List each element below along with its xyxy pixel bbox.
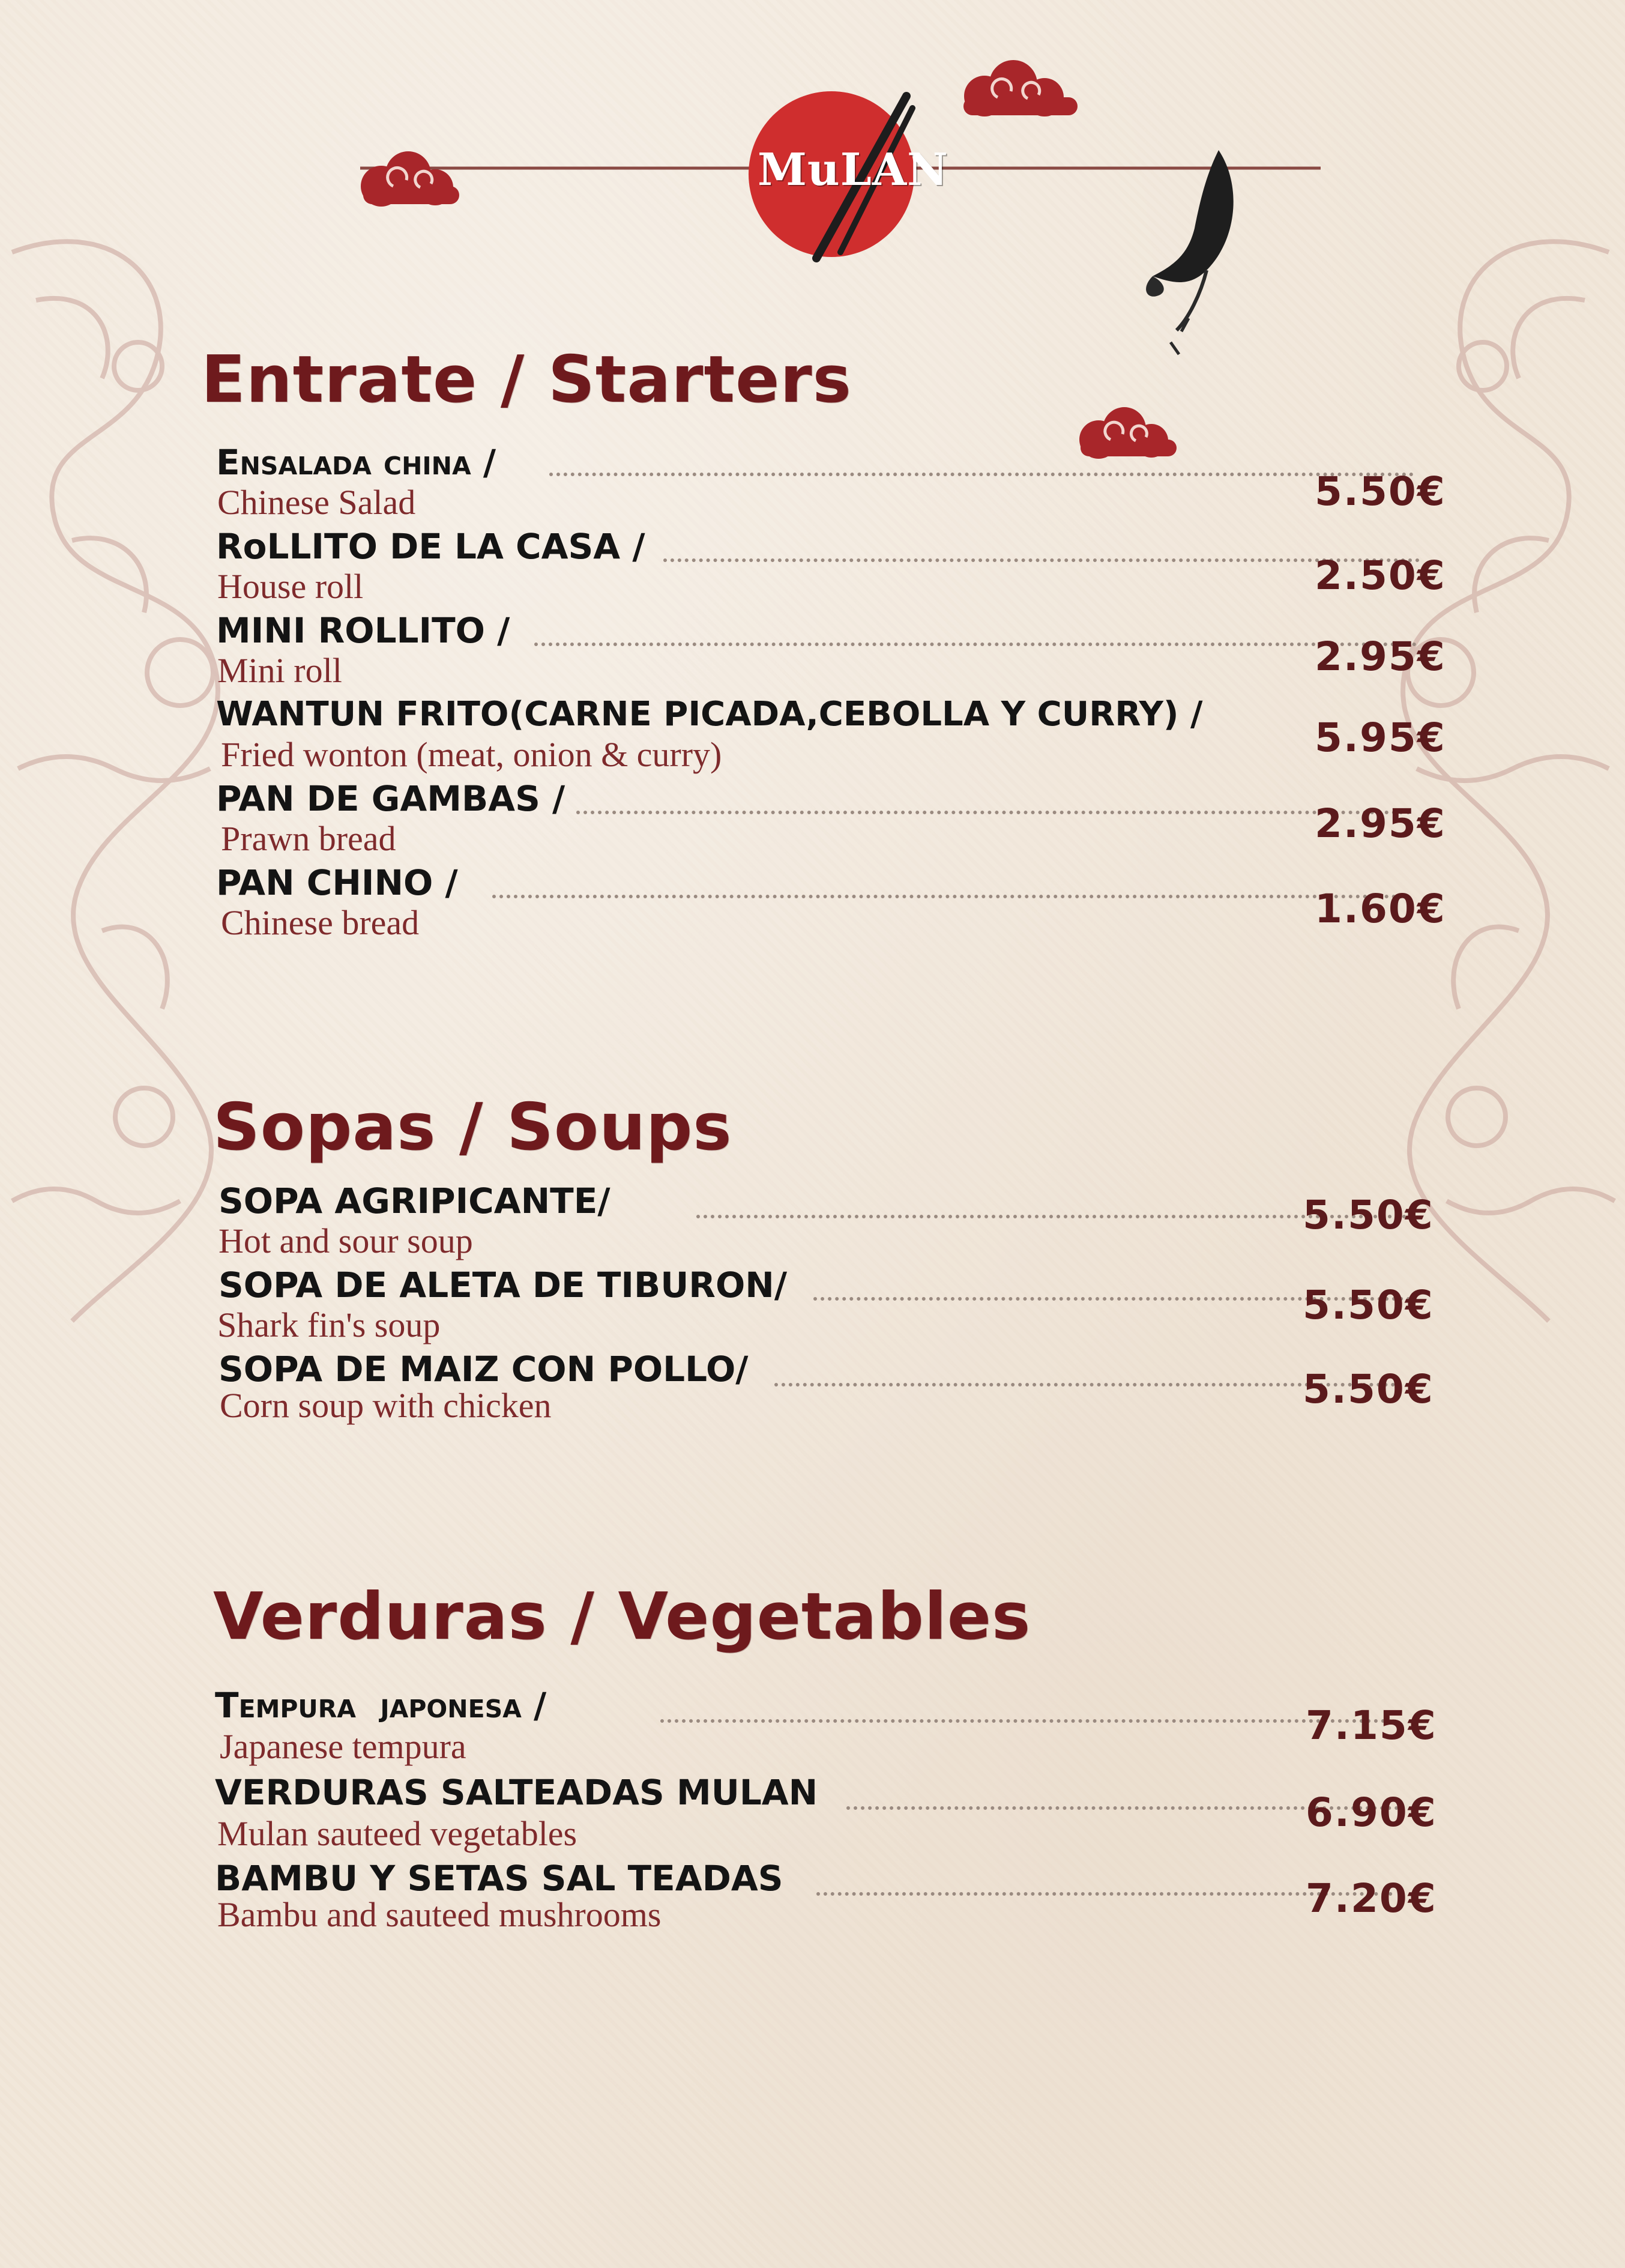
item-name: SOPA DE MAIZ CON POLLO/ xyxy=(219,1349,749,1390)
dotted-leader xyxy=(576,811,1411,814)
item-name: PAN DE GAMBAS / xyxy=(216,778,565,819)
item-description: House roll xyxy=(217,567,364,606)
item-description: Chinese Salad xyxy=(217,483,416,522)
item-price: 7.20€ xyxy=(1306,1875,1437,1922)
item-name: SOPA DE ALETA DE TIBURON/ xyxy=(219,1265,788,1305)
item-name: SOPA AGRIPICANTE/ xyxy=(219,1181,611,1221)
item-name: RoLLITO DE LA CASA / xyxy=(216,526,645,567)
item-name: Tempura japonesa / xyxy=(215,1685,547,1726)
item-name: WANTUN FRITO(CARNE PICADA,CEBOLLA Y CURRY) / xyxy=(216,695,1203,734)
item-description: Shark fin's soup xyxy=(217,1305,441,1344)
item-name: MINI ROLLITO / xyxy=(216,610,510,651)
dotted-leader xyxy=(663,558,1420,562)
item-price: 5.50€ xyxy=(1315,468,1446,515)
item-price: 5.95€ xyxy=(1315,715,1446,761)
dotted-leader xyxy=(549,473,1414,476)
koi-fish-illustration xyxy=(1135,138,1255,366)
cloud-icon xyxy=(1063,402,1189,468)
item-price: 7.15€ xyxy=(1306,1702,1437,1749)
item-name: BAMBU Y SETAS SAL TEADAS xyxy=(215,1858,783,1899)
menu-header xyxy=(0,0,1625,372)
logo-text: MuLAN xyxy=(758,144,948,196)
dotted-leader xyxy=(492,895,1411,898)
item-description: Prawn bread xyxy=(221,819,396,858)
item-price: 1.60€ xyxy=(1315,886,1446,932)
section-title-starters: Entrate / Starters xyxy=(201,342,852,417)
item-price: 5.50€ xyxy=(1303,1282,1434,1328)
item-description: Mini roll xyxy=(217,651,342,690)
item-description: Mulan sauteed vegetables xyxy=(217,1814,577,1853)
item-price: 5.50€ xyxy=(1303,1366,1434,1412)
dotted-leader xyxy=(534,643,1417,646)
item-price: 2.95€ xyxy=(1315,634,1446,680)
item-description: Japanese tempura xyxy=(220,1727,466,1766)
section-title-soups: Sopas / Soups xyxy=(213,1090,732,1165)
item-price: 5.50€ xyxy=(1303,1192,1434,1238)
item-description: Bambu and sauteed mushrooms xyxy=(217,1895,662,1934)
cloud-icon xyxy=(948,55,1087,127)
item-price: 2.95€ xyxy=(1315,800,1446,847)
item-name: Ensalada china / xyxy=(216,442,496,483)
item-price: 2.50€ xyxy=(1315,552,1446,599)
cloud-icon xyxy=(345,144,471,216)
section-title-vegetables: Verduras / Vegetables xyxy=(213,1579,1031,1654)
item-description: Chinese bread xyxy=(221,903,420,942)
item-name: VERDURAS SALTEADAS MULAN xyxy=(215,1772,818,1813)
item-description: Fried wonton (meat, onion & curry) xyxy=(221,735,722,774)
item-name: PAN CHINO / xyxy=(216,862,458,903)
dotted-leader xyxy=(660,1719,1393,1723)
item-description: Hot and sour soup xyxy=(219,1221,473,1260)
item-description: Corn soup with chicken xyxy=(220,1386,552,1425)
item-price: 6.90€ xyxy=(1306,1789,1437,1836)
